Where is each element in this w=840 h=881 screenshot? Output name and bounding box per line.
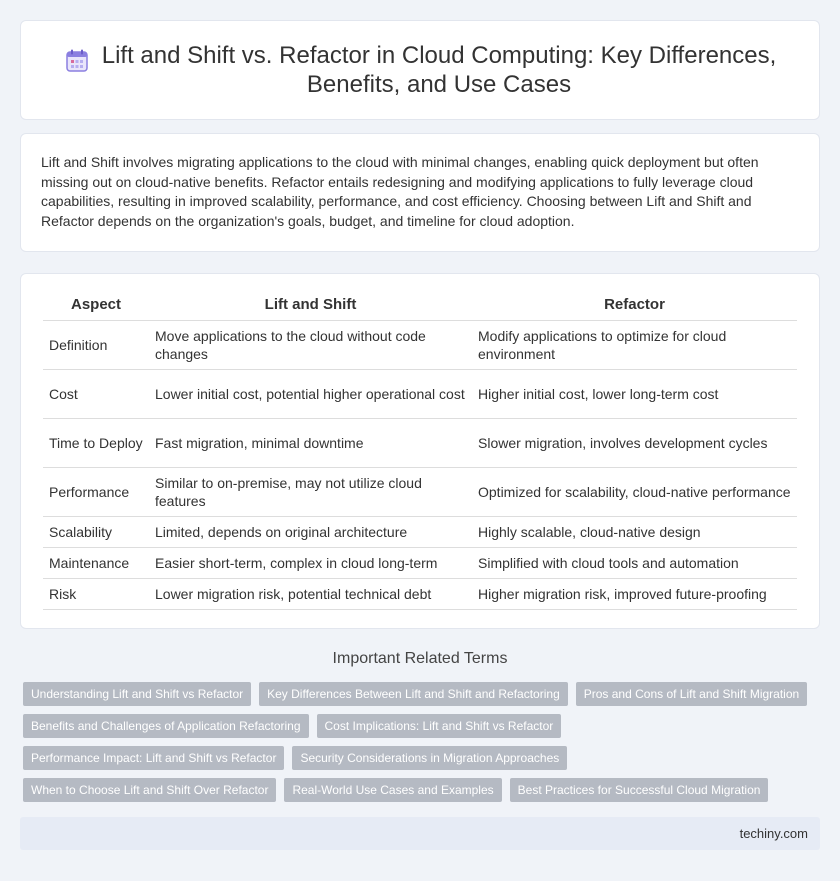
related-term-tag[interactable]: Best Practices for Successful Cloud Migration bbox=[510, 778, 769, 802]
tag-row bbox=[23, 778, 823, 802]
cell-aspect: Maintenance bbox=[43, 547, 149, 578]
cell-aspect: Time to Deploy bbox=[43, 418, 149, 467]
related-term-tag[interactable]: Benefits and Challenges of Application Refactoring bbox=[23, 714, 309, 738]
comparison-table bbox=[43, 290, 797, 610]
tag-row bbox=[23, 746, 823, 770]
related-term-tag[interactable]: Cost Implications: Lift and Shift vs Refactor bbox=[317, 714, 562, 738]
cell-refactor: Highly scalable, cloud-native design bbox=[472, 516, 797, 547]
cell-aspect: Definition bbox=[43, 320, 149, 369]
cell-lift-and-shift: Similar to on-premise, may not utilize cloud features bbox=[149, 467, 472, 516]
related-term-tag[interactable]: Key Differences Between Lift and Shift and Refactoring bbox=[259, 682, 568, 706]
tag-row bbox=[23, 714, 823, 738]
related-term-tag[interactable]: Real-World Use Cases and Examples bbox=[284, 778, 501, 802]
cell-lift-and-shift: Move applications to the cloud without code changes bbox=[149, 320, 472, 369]
intro-card bbox=[20, 133, 820, 252]
intro-paragraph: Lift and Shift involves migrating applications to the cloud with minimal changes, enabling quick deployment but often missing out on cloud-native benefits. Refactor entails redesigning and modifying applications to fully leverage cloud capabilities, resulting in improved scalability, performance, and cost efficiency. Choosing between Lift and Shift and Refactor depends on the organization's goals, budget, and timeline for cloud adoption. bbox=[41, 154, 759, 229]
table-row bbox=[43, 467, 797, 516]
cell-refactor: Higher initial cost, lower long-term cost bbox=[472, 369, 797, 418]
table-row bbox=[43, 516, 797, 547]
table-row bbox=[43, 578, 797, 609]
calendar-icon bbox=[64, 48, 90, 74]
related-term-tag[interactable]: Security Considerations in Migration Approaches bbox=[292, 746, 567, 770]
table-header-row bbox=[43, 290, 797, 320]
page-title bbox=[102, 41, 777, 99]
title-line-1: Lift and Shift vs. Refactor in Cloud Computing: Key Differences, bbox=[101, 42, 777, 69]
cell-lift-and-shift: Lower initial cost, potential higher operational cost bbox=[149, 369, 472, 418]
header-card bbox=[20, 20, 820, 120]
cell-lift-and-shift: Fast migration, minimal downtime bbox=[149, 418, 472, 467]
cell-refactor: Optimized for scalability, cloud-native performance bbox=[472, 467, 797, 516]
table-row bbox=[43, 547, 797, 578]
table-row bbox=[43, 369, 797, 418]
comparison-card bbox=[20, 273, 820, 629]
header-lift-and-shift: Lift and Shift bbox=[149, 290, 472, 320]
footer bbox=[20, 817, 820, 850]
tag-row bbox=[23, 682, 823, 706]
related-term-tag[interactable]: Performance Impact: Lift and Shift vs Refactor bbox=[23, 746, 284, 770]
related-term-tag[interactable]: Pros and Cons of Lift and Shift Migration bbox=[576, 682, 807, 706]
cell-aspect: Performance bbox=[43, 467, 149, 516]
cell-aspect: Cost bbox=[43, 369, 149, 418]
cell-lift-and-shift: Easier short-term, complex in cloud long-term bbox=[149, 547, 472, 578]
table-row bbox=[43, 418, 797, 467]
cell-refactor: Modify applications to optimize for cloud environment bbox=[472, 320, 797, 369]
footer-site-link[interactable]: techiny.com bbox=[739, 826, 808, 841]
related-terms-tags bbox=[23, 682, 823, 810]
cell-refactor: Slower migration, involves development cycles bbox=[472, 418, 797, 467]
cell-refactor: Higher migration risk, improved future-proofing bbox=[472, 578, 797, 609]
cell-lift-and-shift: Lower migration risk, potential technical debt bbox=[149, 578, 472, 609]
related-term-tag[interactable]: Understanding Lift and Shift vs Refactor bbox=[23, 682, 251, 706]
table-row bbox=[43, 320, 797, 369]
related-terms-title: Important Related Terms bbox=[332, 650, 508, 667]
cell-refactor: Simplified with cloud tools and automation bbox=[472, 547, 797, 578]
header-aspect: Aspect bbox=[43, 290, 149, 320]
title-line-2: Benefits, and Use Cases bbox=[306, 71, 572, 98]
cell-aspect: Risk bbox=[43, 578, 149, 609]
cell-lift-and-shift: Limited, depends on original architecture bbox=[149, 516, 472, 547]
header-refactor: Refactor bbox=[472, 290, 797, 320]
related-term-tag[interactable]: When to Choose Lift and Shift Over Refactor bbox=[23, 778, 276, 802]
cell-aspect: Scalability bbox=[43, 516, 149, 547]
